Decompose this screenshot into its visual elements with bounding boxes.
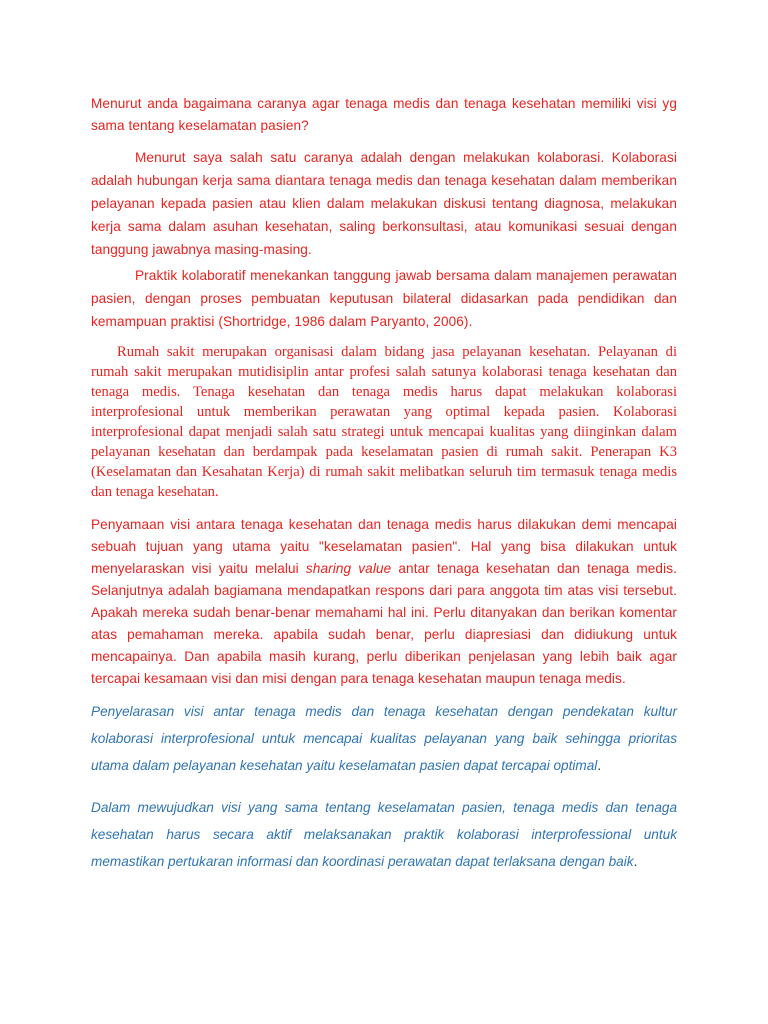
paragraph-penyelarasan-visi-text: Penyelarasan visi antar tenaga medis dan tenaga kesehatan dengan pendekatan kultur kolaborasi interprofesional untuk mencapai kualitas pelayanan yang baik sehingga prioritas utama dalam pelayanan kesehatan yaitu keselamatan pasien dapat tercapai optimal <box>91 704 677 773</box>
paragraph-penyamaan-visi-part1: Penyamaan visi antara tenaga kesehatan dan tenaga medis harus dilakukan demi mencapai sebuah tujuan yang utama yaitu "keselamatan pasien". Hal yang bisa dilakukan untuk menyelaraskan visi yaitu melalui <box>91 517 677 576</box>
paragraph-mewujudkan-visi-text: Dalam mewujudkan visi yang sama tentang keselamatan pasien, tenaga medis dan tenaga kesehatan harus secara aktif melaksanakan praktik kolaborasi interprofessional untuk memastikan pertukaran informasi dan koordinasi perawatan dapat terlaksana dengan baik <box>91 800 677 869</box>
paragraph-penyamaan-visi <box>91 514 677 690</box>
sharing-value-term: sharing value <box>305 561 392 576</box>
paragraph-penyelarasan-period: . <box>597 758 602 773</box>
paragraph-mewujudkan-visi <box>91 794 677 875</box>
paragraph-penyamaan-visi-part2: antar tenaga kesehatan dan tenaga medis. Selanjutnya adalah bagiamana mendapatkan respons dari para anggota tim atas visi tersebut. Apakah mereka sudah benar-benar memahami hal ini. Perlu ditanyakan dan berikan komentar atas pemahaman mereka. apabila sudah benar, perlu diapresiasi dan didiukung untuk mencapainya. Dan apabila masih kurang, perlu diberikan penjelasan yang lebih baik agar tercapai kesamaan visi dan misi dengan para tenaga kesehatan maupun tenaga medis. <box>91 561 677 686</box>
paragraph-rumah-sakit: Rumah sakit merupakan organisasi dalam bidang jasa pelayanan kesehatan. Pelayanan di rumah sakit merupakan mutidisiplin antar profesi salah satunya kolaborasi tenaga kesehatan dan tenaga medis. Tenaga kesehatan dan tenaga medis harus dapat melakukan kolaborasi interprofesional untuk memberikan perawatan yang optimal kepada pasien. Kolaborasi interprofesional dapat menjadi salah satu strategi untuk mencapai kualitas yang diinginkan dalam pelayanan kesehatan dan berdampak pada keselamatan pasien di rumah sakit. Penerapan K3 (Keselamatan dan Kesahatan Kerja) di rumah sakit melibatkan seluruh tim termasuk tenaga medis dan tenaga kesehatan. <box>91 344 677 500</box>
question-text: Menurut anda bagaimana caranya agar tenaga medis dan tenaga kesehatan memiliki visi yg sama tentang keselamatan pasien? <box>91 96 677 133</box>
paragraph-kolaborasi: Menurut saya salah satu caranya adalah dengan melakukan kolaborasi. Kolaborasi adalah hubungan kerja sama diantara tenaga medis dan tenaga kesehatan dalam memberikan pelayanan kepada pasien atau klien dalam melakukan diskusi tentang diagnosa, melakukan kerja sama dalam asuhan kesehatan, saling berkonsultasi, atau komunikasi sesuai dengan tanggung jawabnya masing-masing. <box>91 150 677 257</box>
paragraph-penyelarasan-visi <box>91 698 677 779</box>
paragraph-mewujudkan-period: . <box>633 854 638 869</box>
paragraph-praktik-kolaboratif: Praktik kolaboratif menekankan tanggung jawab bersama dalam manajemen perawatan pasien, dengan proses pembuatan keputusan bilateral didasarkan pada pendidikan dan kemampuan praktisi (Shortridge, 1986 dalam Paryanto, 2006). <box>91 268 677 329</box>
